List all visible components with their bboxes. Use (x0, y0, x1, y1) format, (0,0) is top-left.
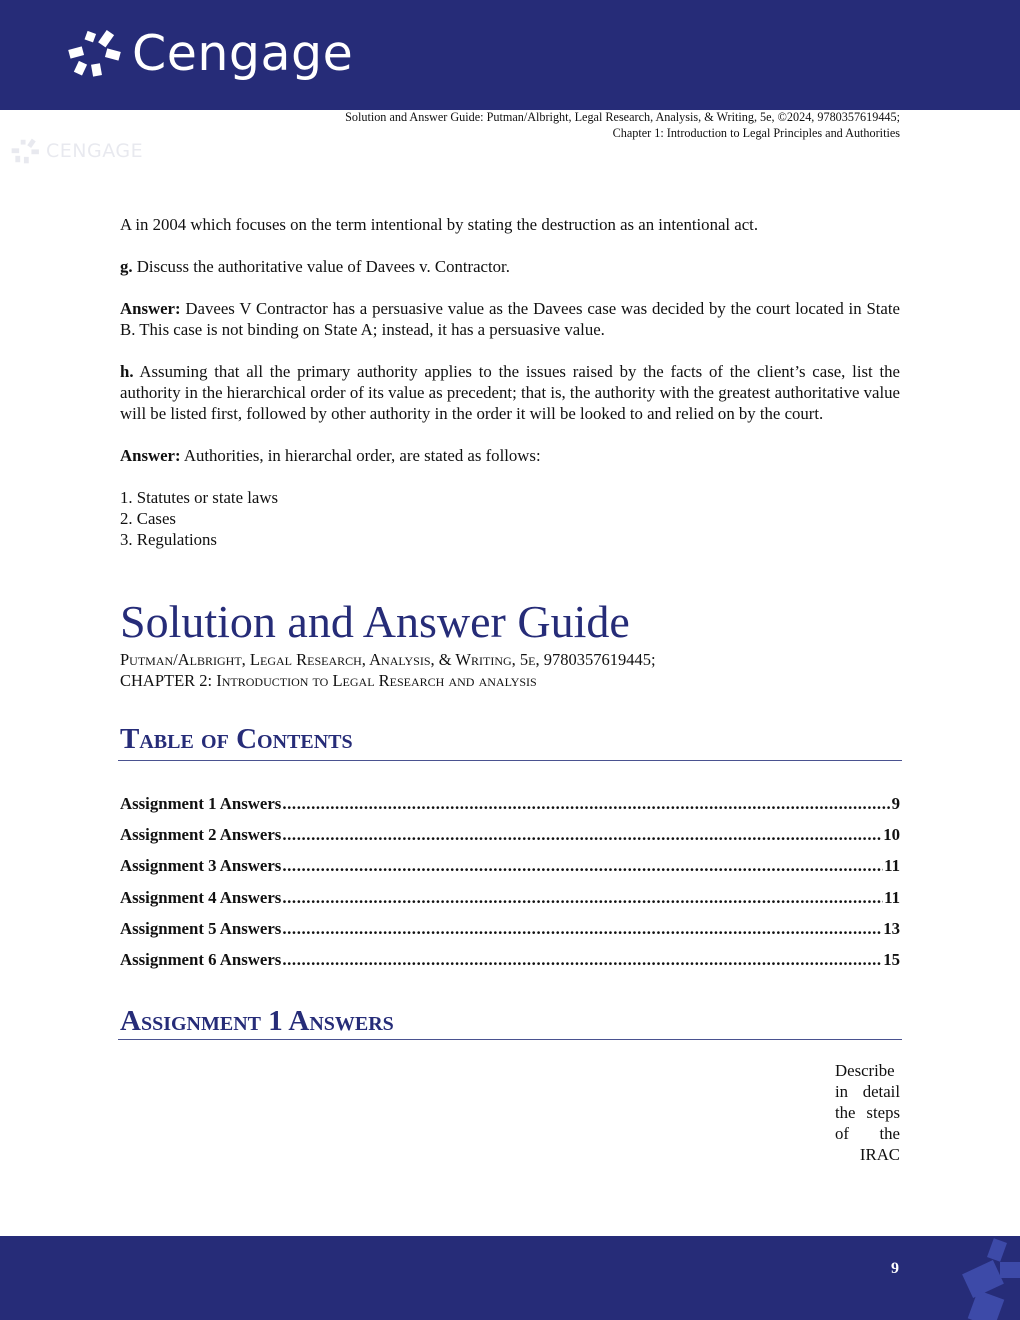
toc-entry-page: 13 (883, 918, 900, 938)
question-g-label: g. (120, 257, 133, 276)
answer-g-label: Answer: (120, 299, 181, 318)
toc-entry-label: Assignment 3 Answers (120, 856, 282, 876)
answer-h (120, 445, 900, 466)
answer-h-text: Authorities, in hierarchal order, are stated as follows: (180, 446, 541, 465)
running-head (345, 109, 900, 141)
guide-title: Solution and Answer Guide (120, 596, 630, 647)
question-g (120, 256, 900, 277)
question-g-text: Discuss the authoritative value of Davees v. Contractor. (132, 257, 510, 276)
authority-list (120, 487, 900, 550)
watermark-text: CENGAGE (46, 140, 144, 162)
answer-g (120, 298, 900, 340)
toc-entry-assignment-6[interactable] (120, 950, 900, 981)
chapter-prefix: CHAPTER 2: (120, 671, 217, 690)
toc-entry-assignment-5[interactable] (120, 919, 900, 950)
list-item: 1. Statutes or state laws (120, 488, 278, 507)
question-h (120, 361, 900, 424)
toc-leader-dots (282, 919, 882, 939)
assignment-1-heading: Assignment 1 Answers (120, 1005, 394, 1037)
toc-entry-assignment-4[interactable] (120, 888, 900, 919)
assignment-1-rule (118, 1039, 902, 1040)
toc-leader-dots (282, 888, 883, 908)
running-head-line-2: Chapter 1: Introduction to Legal Principles and Authorities (612, 126, 900, 140)
toc-entry-page: 11 (884, 887, 900, 907)
table-of-contents (120, 794, 900, 981)
toc-entry-page: 15 (883, 949, 900, 969)
watermark-logo (10, 136, 143, 166)
page-number: 9 (891, 1260, 899, 1277)
corner-logo-mark-icon (950, 1236, 1020, 1320)
continuation-paragraph: A in 2004 which focuses on the term intentional by stating the destruction as an intentional act. (120, 215, 759, 234)
toc-leader-dots (282, 794, 890, 814)
toc-rule (118, 760, 902, 761)
chapter-title: Introduction to Legal Research and analysis (216, 671, 537, 690)
assignment-1-question: Describe in detail the steps of the IRAC (835, 1061, 900, 1164)
toc-leader-dots (282, 856, 883, 876)
toc-entry-assignment-1[interactable] (120, 794, 900, 825)
footer-band (0, 1236, 1020, 1320)
toc-entry-assignment-2[interactable] (120, 825, 900, 856)
running-head-line-1: Solution and Answer Guide: Putman/Albright, Legal Research, Analysis, & Writing, 5e, ©2024, 9780357619445; (345, 110, 900, 124)
guide-subtitle-line-1: Putman/Albright, Legal Research, Analysis, & Writing, 5e, 9780357619445; (120, 650, 656, 669)
toc-entry-assignment-3[interactable] (120, 856, 900, 887)
toc-entry-label: Assignment 2 Answers (120, 825, 282, 845)
brand-name: Cengage (132, 24, 354, 82)
answer-g-text: Davees V Contractor has a persuasive value as the Davees case was decided by the court located in State B. This case is not binding on State A; instead, it has a persuasive value. (120, 299, 900, 339)
list-item: 2. Cases (120, 509, 176, 528)
toc-entry-label: Assignment 4 Answers (120, 887, 282, 907)
list-item: 3. Regulations (120, 530, 217, 549)
answer-h-label: Answer: (120, 446, 181, 465)
toc-heading: Table of Contents (120, 723, 353, 755)
toc-entry-label: Assignment 1 Answers (120, 794, 282, 813)
question-h-label: h. (120, 362, 134, 381)
toc-entry-label: Assignment 6 Answers (120, 949, 282, 969)
cengage-logo (66, 24, 354, 82)
toc-leader-dots (282, 950, 882, 970)
body-text (120, 214, 900, 550)
toc-leader-dots (282, 825, 882, 845)
question-h-text: Assuming that all the primary authority applies to the issues raised by the facts of the client’s case, list the authority in the hierarchical order of its value as precedent; that is, the authority with the greatest authoritative value will be listed first, followed by other authority in the order it will be looked to and relied on by the court. (120, 362, 900, 423)
header-band (0, 0, 1020, 110)
guide-subtitle-line-2 (120, 670, 537, 691)
toc-entry-page: 10 (883, 825, 900, 845)
watermark-mark-icon (10, 136, 40, 166)
toc-entry-page: 11 (884, 856, 900, 876)
cengage-mark-icon (66, 28, 122, 78)
toc-entry-label: Assignment 5 Answers (120, 918, 282, 938)
toc-entry-page: 9 (891, 794, 900, 813)
